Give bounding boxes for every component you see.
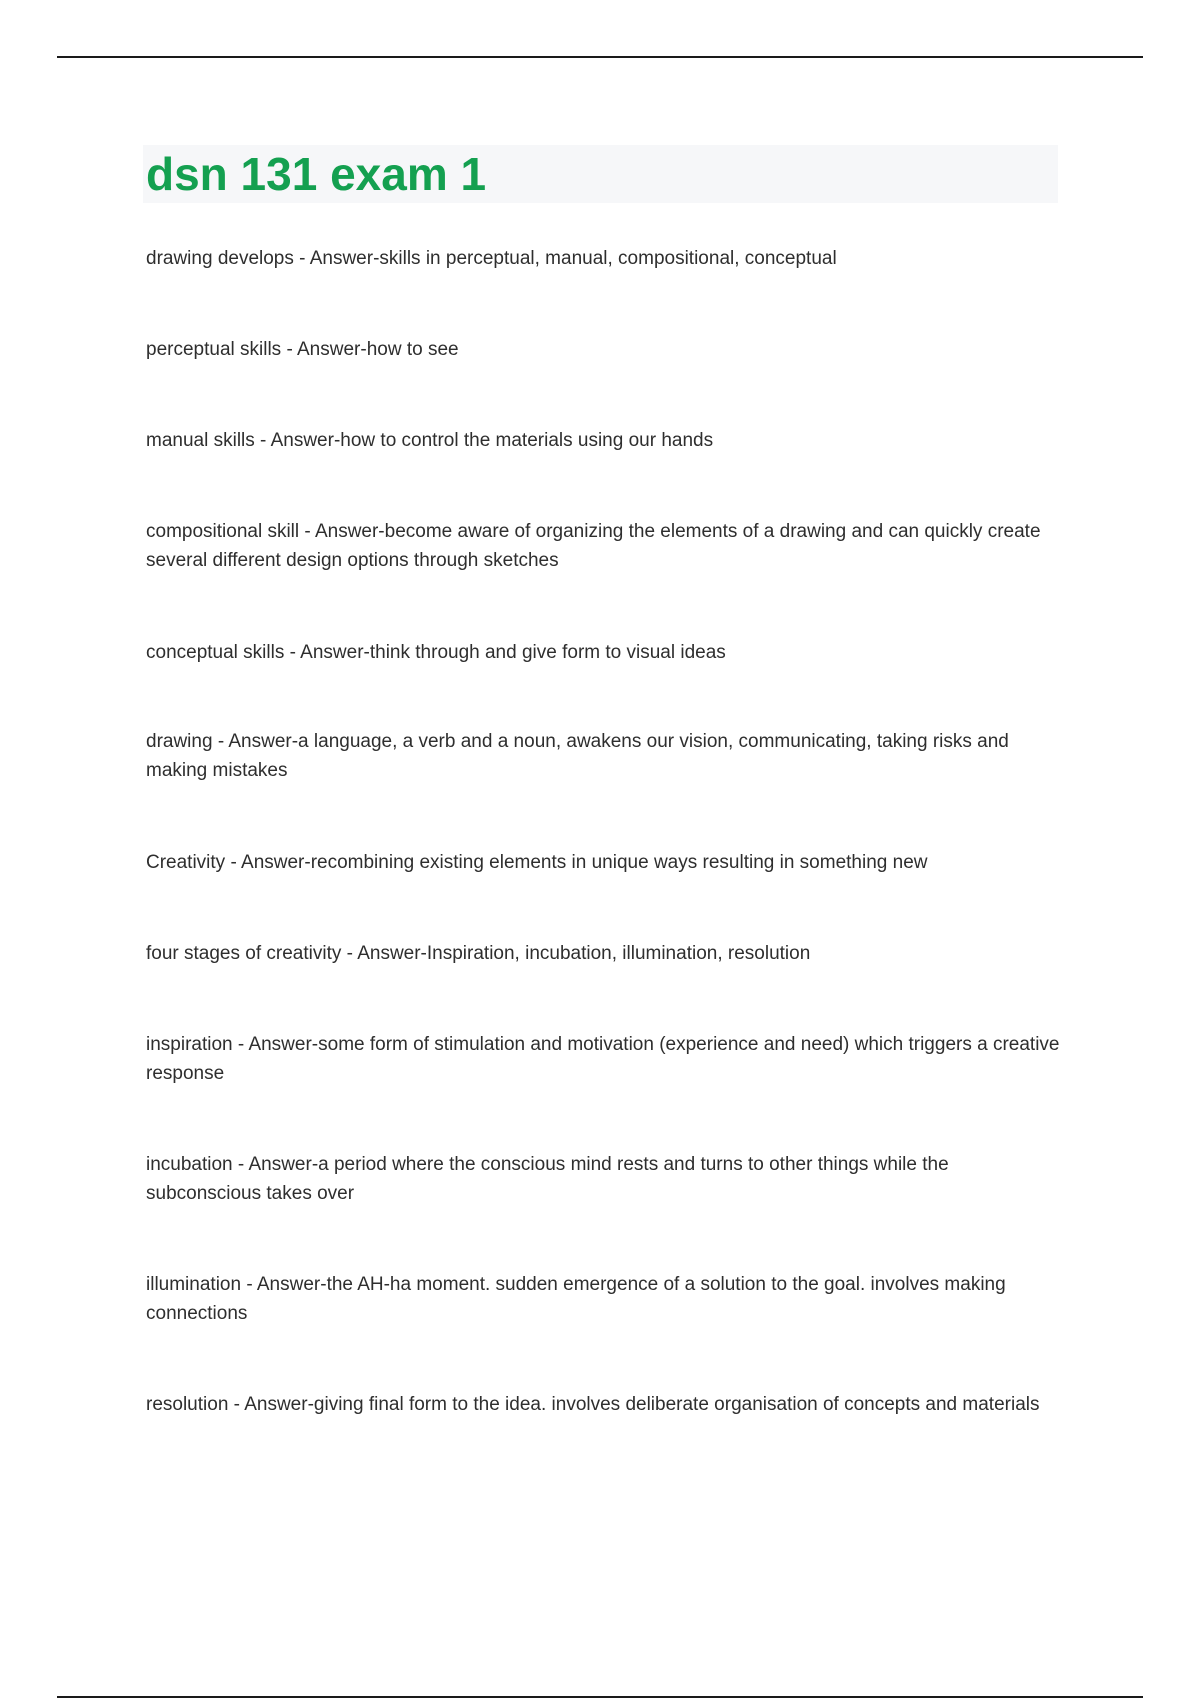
qa-entry-inspiration: inspiration - Answer-some form of stimulation and motivation (experience and need) which triggers a creative response (146, 1034, 1060, 1084)
qa-entry-illumination: illumination - Answer-the AH-ha moment. sudden emergence of a solution to the goal. involves making connections (146, 1274, 1006, 1324)
qa-entry-incubation: incubation - Answer-a period where the conscious mind rests and turns to other things while the subconscious takes over (146, 1154, 949, 1204)
document-title: dsn 131 exam 1 (146, 148, 487, 200)
qa-entry-conceptual-skills: conceptual skills - Answer-think through and give form to visual ideas (146, 642, 726, 663)
qa-entry-manual-skills: manual skills - Answer-how to control the materials using our hands (146, 430, 714, 451)
qa-entry-compositional-skill: compositional skill - Answer-become aware of organizing the elements of a drawing and can quickly create several different design options through sketches (146, 521, 1041, 571)
qa-entry-perceptual-skills: perceptual skills - Answer-how to see (146, 339, 459, 360)
qa-entry-creativity: Creativity - Answer-recombining existing elements in unique ways resulting in something new (146, 852, 928, 873)
qa-entry-resolution: resolution - Answer-giving final form to the idea. involves deliberate organisation of concepts and materials (146, 1394, 1040, 1415)
qa-entry-drawing: drawing - Answer-a language, a verb and a noun, awakens our vision, communicating, taking risks and making mistakes (146, 731, 1009, 781)
qa-entry-four-stages: four stages of creativity - Answer-Inspiration, incubation, illumination, resolution (146, 943, 811, 964)
bottom-rule (57, 1696, 1143, 1698)
qa-entry-drawing-develops: drawing develops - Answer-skills in perceptual, manual, compositional, conceptual (146, 248, 837, 269)
top-rule (57, 56, 1143, 58)
